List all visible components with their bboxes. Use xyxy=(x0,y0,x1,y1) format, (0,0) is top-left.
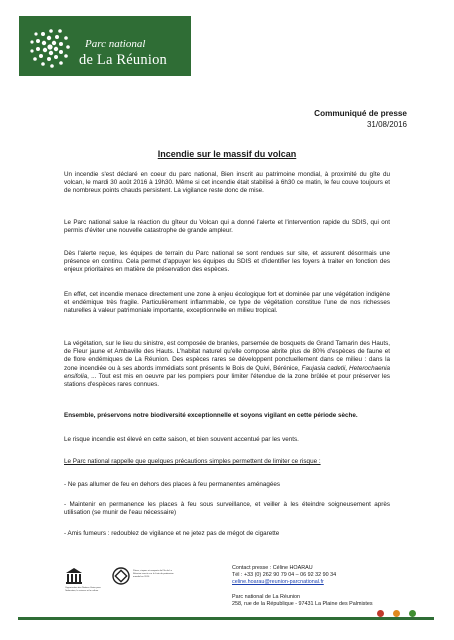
press-release-label: Communiqué de presse xyxy=(314,109,407,118)
world-heritage-icon xyxy=(112,567,130,585)
bullet-1: - Ne pas allumer de feu en dehors des places à feu permanentes aménagées xyxy=(64,481,280,488)
paragraph-4: En effet, cet incendie menace directement une zone à enjeu écologique fort et dominée par une végétation indigène et endémique très fragile. Particulièrement inflammable, ce type de végétation constitue l'une de nos richesses naturelles à valeur patrimoniale importante, exceptionnelle en milieu tropical. xyxy=(64,291,390,315)
park-address xyxy=(232,594,422,608)
paragraph-2: Le Parc national salue la réaction du gîteur du Volcan qui a donné l'alerte et l'intervention rapide du SDIS, qui ont permis d'éviter une nouvelle catastrophe de grande ampleur. xyxy=(64,219,390,235)
paragraph-5-text-a: La végétation, sur le lieu du sinistre, est composée de branles, parsemée de bosquets de Grand Tamarin des Hauts, de Fleur jaune et Ambaville des Hauts. L'habitat naturel qu'elle compose abrite plus de 80% d'espèces de faune et de flore endémiques de La Réunion. Des espèces rares se développent ponctuellement dans ce milieu : dans la zone incendiée ou à ses abords immédiats sont présents le Bois de Quivi, Bérénice, xyxy=(64,340,390,372)
paragraph-8-underlined: Le Parc national rappelle que quelques précautions simples permettent de limiter ce risque : xyxy=(64,458,321,465)
contact-phone: Tél : +33 (0) 262 90 79 04 – 06 92 32 90 34 xyxy=(232,572,337,578)
orange-dot-icon xyxy=(393,610,400,617)
logo-text-line1: Parc national xyxy=(85,38,146,50)
address-org: Parc national de La Réunion xyxy=(232,594,301,600)
press-contact xyxy=(232,565,412,586)
paragraph-3: Dès l'alerte reçue, les équipes de terrain du Parc national se sont rendues sur site, et assurent désormais une présence en continu. Cela permet d'appuyer les équipes du SDIS et d'identifier les foyers à traiter en fonction des enjeux prioritaires en matière de préservation des espèces. xyxy=(64,250,390,274)
park-logo xyxy=(19,16,191,76)
logo-text-line2: de La Réunion xyxy=(79,52,167,68)
footer-logos xyxy=(65,567,215,607)
paragraph-5-species: Faujasia cadetii, Heterochaenia ensifolia xyxy=(64,364,390,380)
world-heritage-caption: Pitons, cirques et remparts de l'île de La Réunion inscrits sur la Liste du patrimoine mondial en 2010 xyxy=(133,570,174,578)
unesco-caption: Organisation des Nations Unies pour l'éducation, la science et la culture xyxy=(65,587,101,592)
red-dot-icon xyxy=(377,610,384,617)
bullet-3: - Amis fumeurs : redoublez de vigilance et ne jetez pas de mégot de cigarette xyxy=(64,530,280,537)
footer-bar xyxy=(18,617,434,620)
address-street: 258, rue de la République - 97431 La Plaine des Palmistes xyxy=(232,601,373,607)
paragraph-5 xyxy=(64,340,390,389)
paragraph-1: Un incendie s'est déclaré en coeur du parc national, Bien inscrit au patrimoine mondial, à proximité du gîte du volcan, le mardi 30 août 2016 à 19h30. Même si cet incendie était stabilisé à 6h30 ce matin, le feu couve toujours et de nombreux points chauds persistent. La vigilance reste donc de mise. xyxy=(64,171,390,195)
paragraph-5-text-b: , ... Tout est mis en oeuvre par les pompiers pour limiter l'étendue de la zone brûlée et pour préserver les stations d'espèces rares connues. xyxy=(64,372,390,389)
green-dot-icon xyxy=(409,610,416,617)
paragraph-7: Le risque incendie est élevé en cette saison, et bien souvent accentué par les vents. xyxy=(64,436,299,443)
contact-email-link[interactable]: celine.hoarau@reunion-parcnational.fr xyxy=(232,579,324,585)
press-release-date: 31/08/2016 xyxy=(366,120,407,129)
contact-name: Contact presse : Céline HOARAU xyxy=(232,565,313,571)
bullet-2: - Maintenir en permanence les places à feu sous surveillance, et veiller à les éteindre soigneusement après utilisation (se munir de l'eau nécessaire) xyxy=(64,501,390,517)
paragraph-6-bold: Ensemble, préservons notre biodiversité exceptionnelle et soyons vigilant en cette période sèche. xyxy=(64,412,358,419)
document-title: Incendie sur le massif du volcan xyxy=(157,149,297,159)
unesco-temple-icon xyxy=(65,567,83,585)
spiral-logo-icon xyxy=(25,22,75,72)
